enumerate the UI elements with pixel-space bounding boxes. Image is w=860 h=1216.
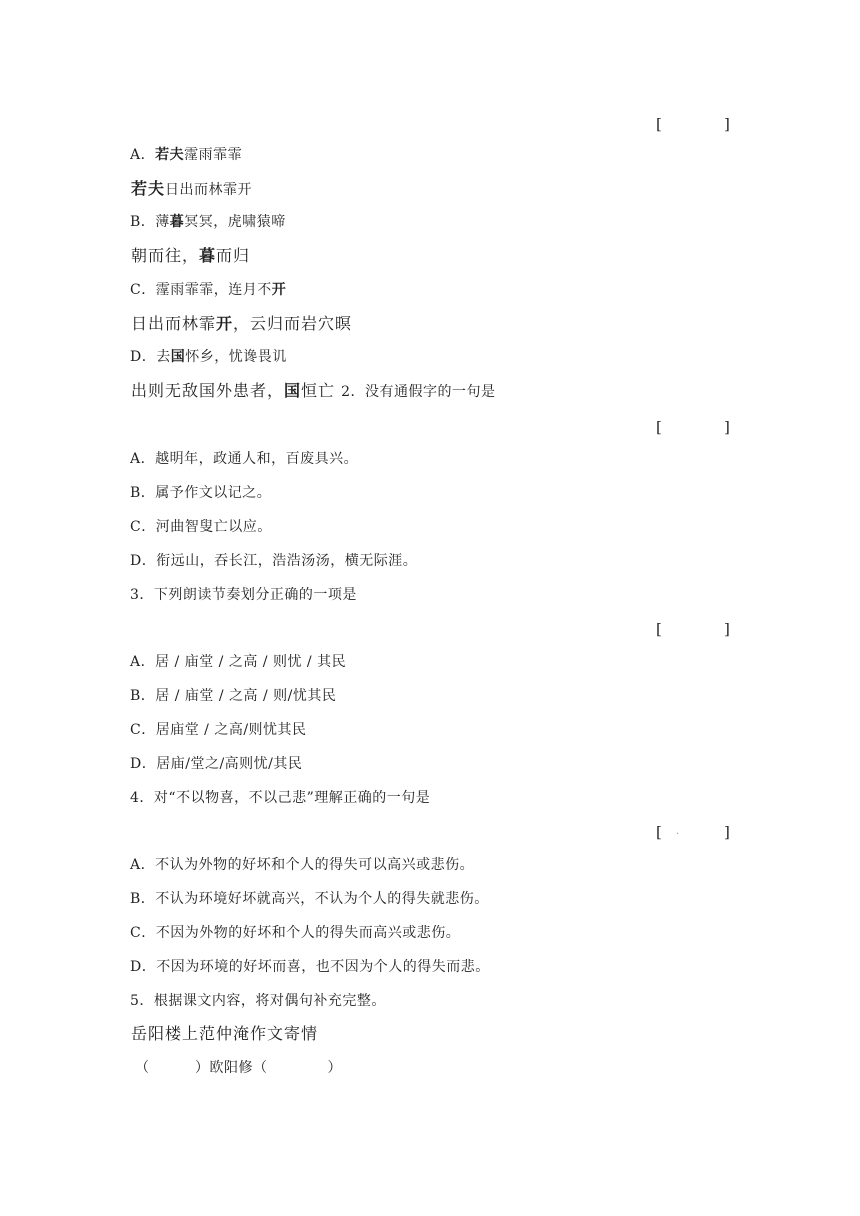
q4-stem: 4．对“不以物喜，不以己悲”理解正确的一句是 — [130, 790, 431, 806]
q1-option-c: C．霪雨霏霏，连月不开 — [130, 282, 287, 298]
q4-option-d: D．不因为环境的好坏而喜，也不因为个人的得失而悲。 — [130, 959, 490, 975]
q3-stem: 3．下列朗读节奏划分正确的一项是 — [130, 587, 357, 603]
q3-option-b: B．居 / 庙堂 / 之高 / 则/忧其民 — [130, 688, 337, 704]
document-page: [ ] A．若夫霪雨霏霏 若夫日出而林霏开 B．薄暮冥冥，虎啸猿啼 朝而往，暮而归 C．霪雨霏霏，连月不开 日出而林霏开，云归而岩穴暝 D．去国怀乡，忧谗畏讥 出则无敌国外患者，国恒亡 2．没有通假字的一句是 [ ] A．越明年，政通人和，百废具兴。 B．属予作文以记之。 C．河曲智叟亡以应。 D．衔远山，吞长江，浩浩汤汤，横无际涯。 3．下列朗读节奏划分正确的一项是 [ ] A．居 / 庙堂 / 之高 / 则忧 / 其民 B．居 / 庙堂 / 之高 / 则/忧其民 C．居庙堂 / 之高/则忧其民 D．居庙/堂之/高则忧/其民 4．对“不以物喜，不以己悲”理解正确的一句是 [ . ] A．不认为外物的好坏和个人的得失可以高兴或悲伤。 B．不认为环境好坏就高兴，不认为个人的得失就悲伤。 C．不因为外物的好坏和个人的得失而高兴或悲伤。 D．不因为环境的好坏而喜，也不因为个人的得失而悲。 5．根据课文内容，将对偶句补充完整。 岳阳楼上范仲淹作文寄情 （ ）欧阳修（ ） — [130, 115, 730, 1076]
q5-stem: 5．根据课文内容，将对偶句补充完整。 — [130, 993, 386, 1009]
q2-option-d: D．衔远山，吞长江，浩浩汤汤，横无际涯。 — [130, 553, 418, 569]
q3-option-c: C．居庙堂 / 之高/则忧其民 — [130, 722, 307, 738]
q3-option-d: D．居庙/堂之/高则忧/其民 — [130, 756, 303, 772]
q2-stem: 2．没有通假字的一句是 — [341, 384, 496, 400]
q2-option-c: C．河曲智叟亡以应。 — [130, 519, 272, 535]
q1-option-a-line2: 若夫日出而林霏开 — [131, 179, 253, 198]
q1-option-c-line2: 日出而林霏开，云归而岩穴暝 — [131, 314, 353, 333]
q1-option-b: B．薄暮冥冥，虎啸猿啼 — [130, 214, 286, 230]
q2-option-b: B．属予作文以记之。 — [130, 485, 272, 501]
q4-option-b: B．不认为环境好坏就高兴，不认为个人的得失就悲伤。 — [130, 891, 489, 907]
q1-option-a: A．若夫霪雨霏霏 — [130, 147, 243, 163]
q4-option-a: A．不认为外物的好坏和个人的得失可以高兴或悲伤。 — [130, 857, 475, 873]
q4-option-c: C．不因为外物的好坏和个人的得失而高兴或悲伤。 — [130, 925, 461, 941]
q2-option-a: A．越明年，政通人和，百废具兴。 — [130, 451, 359, 467]
q5-line1: 岳阳楼上范仲淹作文寄情 — [131, 1024, 319, 1043]
q1-option-d-line2-and-q2-stem: 出则无敌国外患者，国恒亡 2．没有通假字的一句是 — [131, 381, 496, 400]
q1-option-d: D．去国怀乡，忧谗畏讥 — [130, 349, 287, 365]
q3-option-a: A．居 / 庙堂 / 之高 / 则忧 / 其民 — [130, 654, 347, 670]
q5-fill-line: （ ）欧阳修（ ） — [135, 1060, 342, 1076]
bracket-mark: . — [676, 826, 680, 837]
q1-option-b-line2: 朝而往，暮而归 — [131, 246, 251, 265]
